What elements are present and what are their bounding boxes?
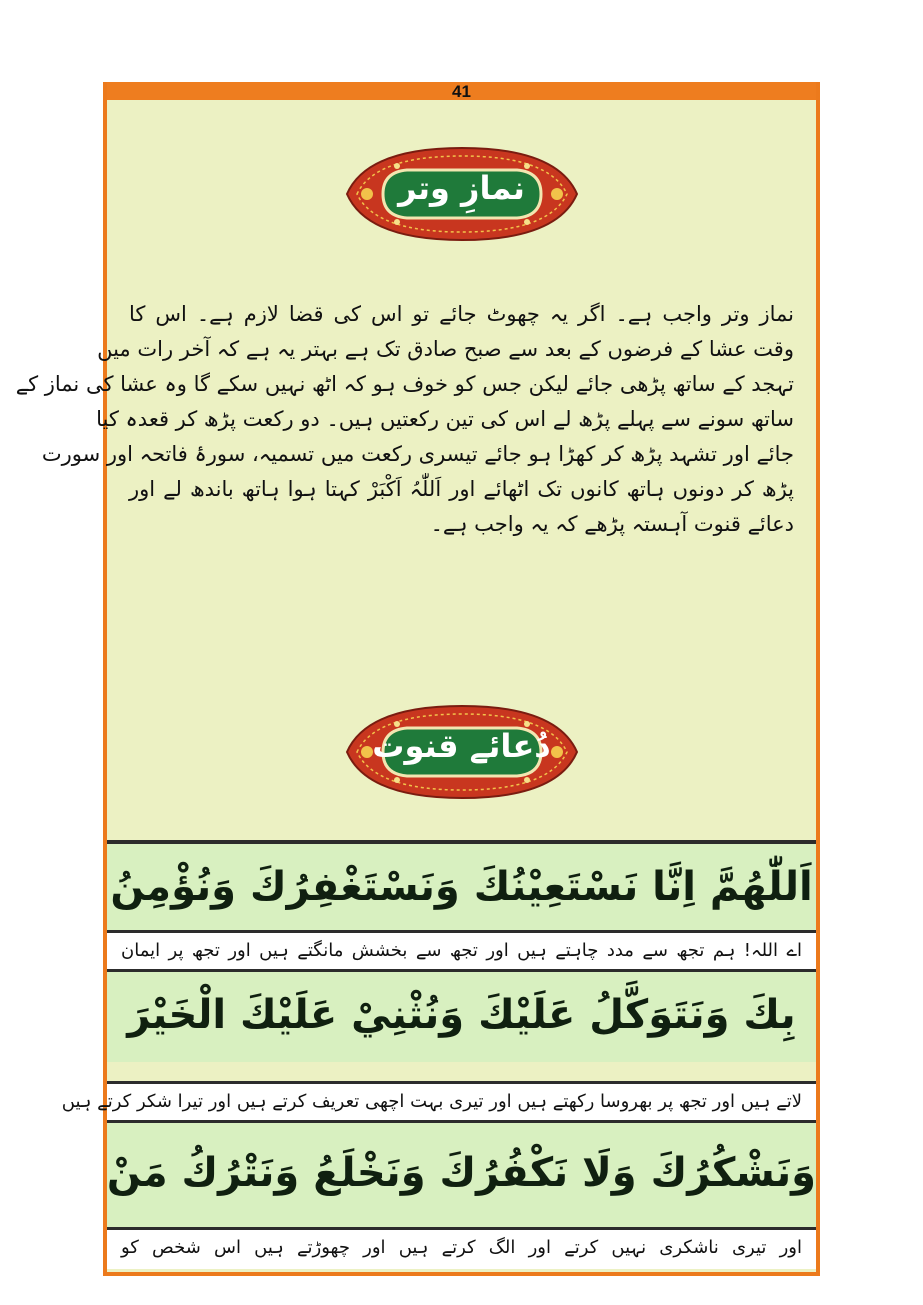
arabic-verse-line: اَللّٰهُمَّ اِنَّا نَسْتَعِيْنُكَ وَنَسْتَغْفِرُكَ وَنُؤْمِنُ: [107, 840, 816, 930]
urdu-translation-line: لاتے ہیں اور تجھ پر بھروسا رکھتے ہیں اور تیری بہت اچھی تعریف کرتے ہیں اور تیرا شکر کرتے ہیں: [107, 1081, 816, 1123]
arabic-verse-line: وَنَشْكُرُكَ وَلَا نَكْفُرُكَ وَنَخْلَعُ وَنَتْرُكُ مَنْ: [107, 1123, 816, 1227]
urdu-translation-line: اے اللہ! ہم تجھ سے مدد چاہتے ہیں اور تجھ سے بخشش مانگتے ہیں اور تجھ پر ایمان: [107, 930, 816, 972]
urdu-translation-line: اور تیری ناشکری نہیں کرتے اور الگ کرتے ہیں اور چھوڑتے ہیں اس شخص کو: [107, 1227, 816, 1269]
heading-witr: نمازِ وتر: [398, 169, 525, 207]
heading-qunoot: دُعائے قنوت: [372, 727, 551, 765]
book-page: [15, 82, 820, 1276]
page-number: 41: [452, 82, 471, 101]
paragraph-line: پڑھ کر دونوں ہاتھ کانوں تک اٹھائے اور اَللّٰہُ اَکْبَرْ کہتا ہوا ہاتھ باندھ لے اور: [129, 477, 794, 501]
witr-description: [15, 297, 794, 542]
arabic-verse-line: بِكَ وَنَتَوَكَّلُ عَلَيْكَ وَنُثْنِيْ عَلَيْكَ الْخَيْرَ: [107, 972, 816, 1062]
paragraph-line: دعائے قنوت آہستہ پڑھے کہ یہ واجب ہے۔: [430, 512, 794, 536]
heading-banner-witr: [107, 144, 816, 244]
paragraph-line: وقت عشا کے فرضوں کے بعد سے صبح صادق تک ہے بہتر یہ ہے کہ آخر رات میں: [97, 337, 794, 361]
paragraph-line: ساتھ سونے سے پہلے پڑھ لے اس کی تین رکعتیں ہیں۔ دو رکعت پڑھ کر قعدہ کیا: [96, 407, 794, 431]
paragraph-line: تہجد کے ساتھ پڑھی جائے لیکن جس کو خوف ہو کہ اٹھ نہیں سکے گا وہ عشا کی نماز کے: [15, 372, 794, 396]
paragraph-line: جائے اور تشہد پڑھ کر کھڑا ہو جائے تیسری رکعت میں تسمیہ، سورۂ فاتحہ اور سورت: [41, 442, 794, 466]
heading-banner-qunoot: [107, 702, 816, 802]
page-header-bar: [107, 82, 816, 100]
paragraph-line: نماز وتر واجب ہے۔ اگر یہ چھوٹ جائے تو اس کی قضا لازم ہے۔ اس کا: [129, 302, 794, 326]
